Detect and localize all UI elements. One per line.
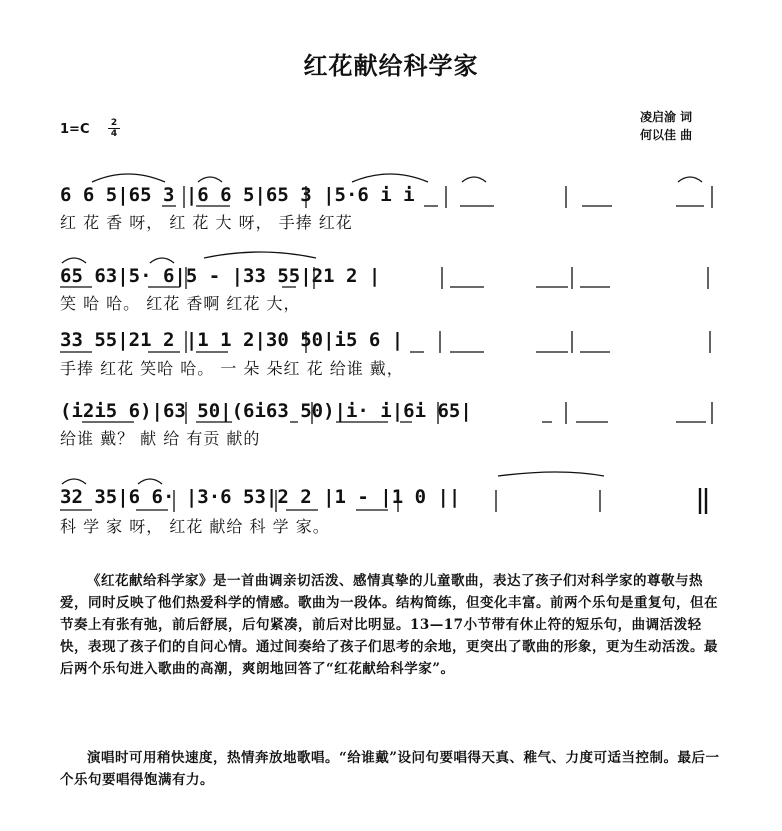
barline — [186, 402, 712, 424]
tie-mark — [498, 472, 604, 476]
score-line-1-notes: 6 6 5|65 3 |6 6 5|65 3 |5·6 i i — [60, 184, 415, 206]
barline — [174, 490, 600, 512]
score-line-4-notes: (i2i5 6)|63 50|(6i63 50)|i· i|6i 65| — [60, 400, 472, 422]
slur-mark — [138, 479, 162, 484]
slur-mark — [150, 258, 174, 263]
score-line-3-lyrics: 手捧 红花 笑哈 哈。 一 朵 朵红 花 给谁 戴， — [60, 359, 404, 378]
slur-mark — [62, 258, 86, 263]
slur-mark — [198, 177, 222, 182]
song-title: 红花献给科学家 — [303, 52, 479, 80]
time-signature-denominator: 4 — [110, 129, 118, 139]
score-line-1-lyrics: 红 花 香 呀， 红 花 大 呀， 手捧 红花 — [60, 213, 353, 232]
article-paragraph-2: 演唱时可用稍快速度，热情奔放地歌唱。“给谁戴”设问句要唱得天真、稚气、力度可适当控制。最后一个乐句要唱得饱满有力。 — [60, 750, 720, 788]
score-line-4-lyrics: 给谁 戴？ 献 给 有贡 献的 — [60, 429, 261, 448]
key-signature: 1=C — [60, 122, 90, 137]
tie-mark — [204, 252, 316, 258]
tie-mark — [92, 174, 165, 182]
tie-mark — [352, 174, 428, 182]
slur-mark — [462, 177, 486, 182]
slur-mark — [678, 177, 702, 182]
score-line-5-notes: 32 35|6 6· |3·6 53|2 2 |1 - |1 0 || — [60, 486, 461, 508]
score-line-3-notes: 33 55|21 2 |1 1 2|30 50|i5 6 | — [60, 329, 404, 351]
barline — [186, 267, 708, 289]
barline — [186, 331, 710, 353]
slur-mark — [62, 479, 86, 484]
score-line-2-notes: 65 63|5· 6|5 - |33 55|21 2 | — [60, 265, 381, 287]
article-paragraph-1: 《红花献给科学家》是一首曲调亲切活泼、感情真挚的儿童歌曲，表达了孩子们对科学家的尊敬与热爱，同时反映了他们热爱科学的情感。歌曲为一段体。结构简练，但变化丰富。前两个乐句是重复句，但在节奏上有张有弛，前后舒展，后句紧凑，前后对比明显。13—17小节带有休止符的短乐句，曲调活泼轻快，表现了孩子们的自问心情。通过间奏给了孩子们思考的余地，更突出了歌曲的形象，更为生动活泼。最后两个乐句进入歌曲的高潮，爽朗地回答了“红花献给科学家”。 — [60, 573, 718, 677]
score-line-2-lyrics: 笑 哈 哈。 红花 香啊 红花 大， — [60, 294, 301, 313]
time-signature-numerator: 2 — [108, 118, 120, 129]
final-barline — [700, 488, 706, 514]
barline — [184, 186, 712, 208]
lyricist-credit: 凌启渝 词 — [640, 110, 693, 124]
composer-credit: 何以佳 曲 — [640, 128, 693, 142]
score-line-5-lyrics: 科 学 家 呀， 红花 献给 科 学 家。 — [60, 517, 330, 536]
